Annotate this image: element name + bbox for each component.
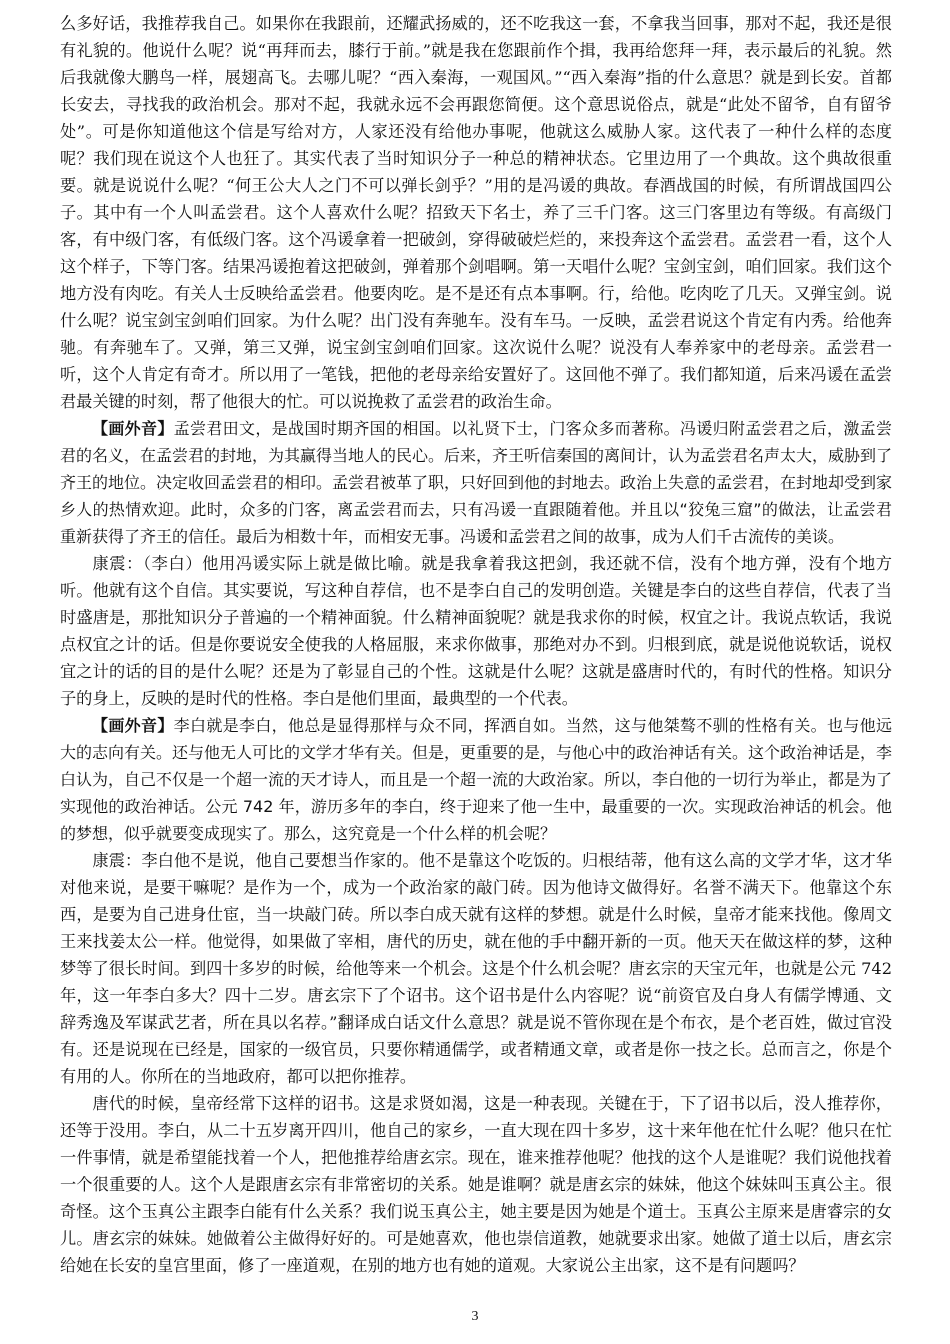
paragraph-6 — [60, 1090, 892, 1279]
paragraph-2-text: 孟尝君田文，是战国时期齐国的相国。以礼贤下士，门客众多而著称。冯谖归附孟尝君之后，激孟尝君的名义，在孟尝君的封地，为其赢得当地人的民心。后来，齐王听信秦国的离间计，认为孟尝君名声太大，威胁到了齐王的地位。决定收回孟尝君的相印。孟尝君被革了职，只好回到他的封地去。政治上失意的孟尝君，在封地却受到家乡人的热情欢迎。此时，众多的门客，离孟尝君而去，只有冯谖一直跟随着他。并且以“狡兔三窟”的做法，让孟尝君重新获得了齐王的信任。最后为相数十年，而相安无事。冯谖和孟尝君之间的故事，成为人们千古流传的美谈。 — [60, 419, 893, 546]
paragraph-3-text: （李白）他用冯谖实际上就是做比喻。就是我拿着我这把剑，我还就不信，没有个地方弹，没有个地方听。他就有这个自信。其实要说，写这种自荐信，也不是李白自己的发明创造。关键是李白的这些自荐信，代表了当时盛唐是，那批知识分子普遍的一个精神面貌。什么精神面貌呢？就是我求你的时候，权宜之计。我说点软话，我说点权宜之计的话。但是你要说安全使我的人格屈服，来求你做事，那绝对办不到。归根到底，就是说他说软话，说权宜之计的话的目的是什么呢？还是为了彰显自己的个性。这就是什么呢？这就是盛唐时代的，有时代的性格。知识分子的身上，反映的是时代的性格。李白是他们里面，最典型的一个代表。 — [60, 554, 892, 708]
voiceover-label: 【画外音】 — [92, 716, 174, 735]
speaker-label: 康震： — [92, 851, 142, 870]
paragraph-4-voiceover — [60, 712, 892, 847]
paragraph-4-text: 李白就是李白，他总是显得那样与众不同，挥洒自如。当然，这与他桀骜不驯的性格有关。也与他远大的志向有关。还与他无人可比的文学才华有关。但是，更重要的是，与他心中的政治神话有关。这个政治神话是，李白认为，自己不仅是一个超一流的天才诗人，而且是一个超一流的大政治家。所以，李白他的一切行为举止，都是为了实现他的政治神话。公元 742 年，游历多年的李白，终于迎来了他一生中，最重要的一次。实现政治神话的机会。他的梦想，似乎就要变成现实了。那么，这究竟是一个什么样的机会呢？ — [60, 716, 893, 843]
voiceover-label: 【画外音】 — [92, 419, 174, 438]
speaker-label: 康震： — [92, 554, 143, 573]
page-number: 3 — [471, 1309, 479, 1324]
paragraph-5-speaker — [60, 847, 892, 1090]
paragraph-5-text: 李白他不是说，他自己要想当作家的。他不是靠这个吃饭的。归根结蒂，他有这么高的文学才华，这才华对他来说，是要干嘛呢？是作为一个，成为一个政治家的敲门砖。因为他诗文做得好。名誉不满天下。他靠这个东西，是要为自己进身仕宦，当一块敲门砖。所以李白成天就有这样的梦想。就是什么时候，皇帝才能来找他。像周文王来找姜太公一样。他觉得，如果做了宰相，唐代的历史，就在他的手中翻开新的一页。他天天在做这样的梦，这种梦等了很长时间。到四十多岁的时候，给他等来一个机会。这是个什么机会呢？唐玄宗的天宝元年，也就是公元 742 年，这一年李白多大？四十二岁。唐玄宗下了个诏书。这个诏书是什么内容呢？说“前资官及白身人有儒学博通、文辞秀逸及军谋武艺者，所在具以名荐。”翻译成白话文什么意思？就是说不管你现在是个布衣，是个老百姓，做过官没有。还是说现在已经是，国家的一级官员，只要你精通儒学，或者精通文章，或者是你一技之长。总而言之，你是个有用的人。你所在的当地政府，都可以把你推荐。 — [60, 851, 893, 1086]
paragraph-2-voiceover — [60, 415, 892, 550]
paragraph-6-text: 唐代的时候，皇帝经常下这样的诏书。这是求贤如渴，这是一种表现。关键在于，下了诏书以后，没人推荐你，还等于没用。李白，从二十五岁离开四川，他自己的家乡，一直大现在四十多岁，这十来年他在忙什么呢？他只在忙一件事情，就是希望能找着一个人，把他推荐给唐玄宗。现在，谁来推荐他呢？他找的这个人是谁呢？我们说他找着一个很重要的人。这个人是跟唐玄宗有非常密切的关系。她是谁啊？就是唐玄宗的妹妹，他这个妹妹叫玉真公主。很奇怪。这个玉真公主跟李白能有什么关系？我们说玉真公主，她主要是因为她是个道士。玉真公主原来是唐睿宗的女儿。唐玄宗的妹妹。她做着公主做得好好的。可是她喜欢，他也崇信道教，她就要求出家。她做了道士以后，唐玄宗给她在长安的皇宫里面，修了一座道观，在别的地方也有她的道观。大家说公主出家，这不是有问题吗？ — [60, 1094, 892, 1275]
paragraph-3-speaker — [60, 550, 892, 712]
paragraph-1-text: 么多好话，我推荐我自己。如果你在我跟前，还耀武扬威的，还不吃我这一套，不拿我当回事，那对不起，我还是很有礼貌的。他说什么呢？说“再拜而去，膝行于前。”就是我在您跟前作个揖，我再给您拜一拜，表示最后的礼貌。然后我就像大鹏鸟一样，展翅高飞。去哪儿呢？“西入秦海，一观国风。”“西入秦海”指的什么意思？就是到长安。首都长安去，寻找我的政治机会。那对不起，我就永远不会再跟您简便。这个意思说俗点，就是“此处不留爷，自有留爷处”。可是你知道他这个信是写给对方，人家还没有给他办事呢，他就这么威胁人家。这代表了一种什么样的态度呢？我们现在说这个人也狂了。其实代表了当时知识分子一种总的精神状态。它里边用了一个典故。这个典故很重要。就是说说什么呢？“何王公大人之门不可以弹长剑乎？”用的是冯谖的典故。春酒战国的时候，有所谓战国四公子。其中有一个人叫孟尝君。这个人喜欢什么呢？招致天下名士，养了三千门客。这三门客里边有等级。有高级门客，有中级门客，有低级门客。这个冯谖拿着一把破剑，穿得破破烂烂的，来投奔这个孟尝君。孟尝君一看，这个人这个样子，下等门客。结果冯谖抱着这把破剑，弹着那个剑唱啊。第一天唱什么呢？宝剑宝剑，咱们回家。我们这个地方没有肉吃。有关人士反映给孟尝君。他要肉吃。是不是还有点本事啊。行，给他。吃肉吃了几天。又弹宝剑。说什么呢？说宝剑宝剑咱们回家。为什么呢？出门没有奔驰车。没有车马。一反映，孟尝君说这个肯定有内秀。给他奔驰。有奔驰车了。又弹，第三又弹，说宝剑宝剑咱们回家。这次说什么呢？说没有人奉养家中的老母亲。孟尝君一听，这个人肯定有奇才。所以用了一笔钱，把他的老母亲给安置好了。这回他不弹了。我们都知道，后来冯谖在孟尝君最关键的时刻，帮了他很大的忙。可以说挽救了孟尝君的政治生命。 — [60, 14, 892, 411]
paragraph-1 — [60, 10, 892, 415]
document-page — [60, 10, 892, 1279]
